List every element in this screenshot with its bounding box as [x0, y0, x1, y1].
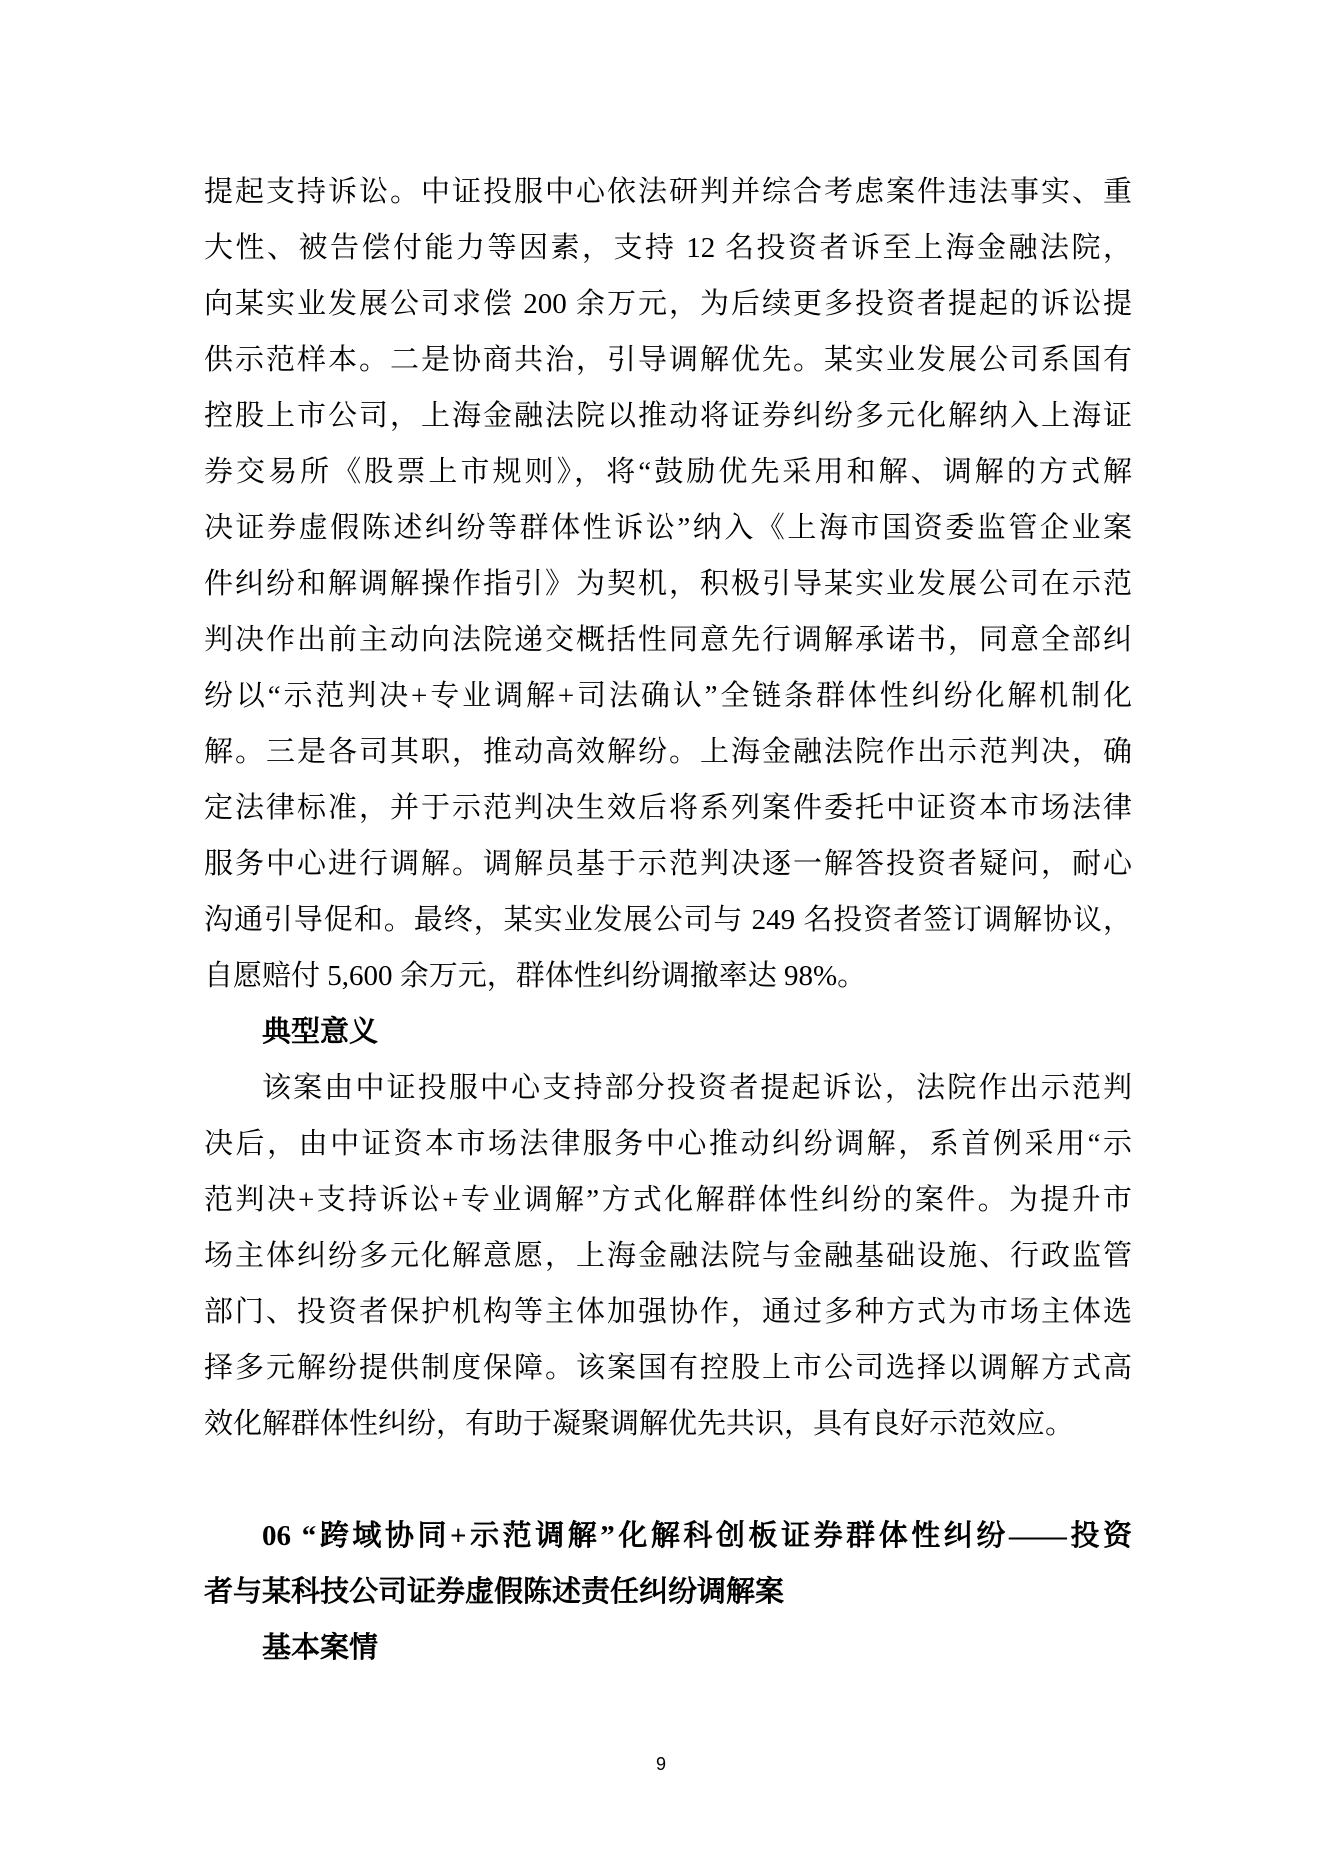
paragraph-line: 服务中心进行调解。调解员基于示范判决逐一解答投资者疑问，耐心 — [204, 848, 1132, 880]
case-title-line: 06 “跨域协同+示范调解”化解科创板证券群体性纠纷——投资 — [262, 1520, 1132, 1552]
spacer — [204, 1452, 1132, 1508]
paragraph-line: 提起支持诉讼。中证投服中心依法研判并综合考虑案件违法事实、重 — [204, 176, 1132, 208]
paragraph-typical-significance — [204, 1060, 1132, 1452]
document-body — [204, 164, 1132, 1676]
paragraph-line: 券交易所《股票上市规则》，将“鼓励优先采用和解、调解的方式解 — [204, 456, 1132, 488]
paragraph-line: 供示范样本。二是协商共治，引导调解优先。某实业发展公司系国有 — [204, 344, 1132, 376]
section-heading-basic-facts: 基本案情 — [262, 1632, 379, 1664]
paragraph-line: 向某实业发展公司求偿 200 余万元，为后续更多投资者提起的诉讼提 — [204, 288, 1132, 320]
paragraph-line: 大性、被告偿付能力等因素，支持 12 名投资者诉至上海金融法院， — [204, 232, 1132, 264]
paragraph-line: 件纠纷和解调解操作指引》为契机，积极引导某实业发展公司在示范 — [204, 568, 1132, 600]
paragraph-line: 控股上市公司，上海金融法院以推动将证券纠纷多元化解纳入上海证 — [204, 400, 1132, 432]
paragraph-line: 沟通引导促和。最终，某实业发展公司与 249 名投资者签订调解协议， — [204, 904, 1132, 936]
paragraph-line: 纷以“示范判决+专业调解+司法确认”全链条群体性纠纷化解机制化 — [204, 680, 1132, 712]
section-heading-typical-significance: 典型意义 — [262, 1016, 379, 1048]
paragraph-line: 定法律标准，并于示范判决生效后将系列案件委托中证资本市场法律 — [204, 792, 1132, 824]
paragraph-line: 部门、投资者保护机构等主体加强协作，通过多种方式为市场主体选 — [204, 1296, 1132, 1328]
case-title-line: 者与某科技公司证券虚假陈述责任纠纷调解案 — [204, 1576, 785, 1608]
page-number: 9 — [655, 1754, 666, 1774]
paragraph-line: 场主体纠纷多元化解意愿，上海金融法院与金融基础设施、行政监管 — [204, 1240, 1132, 1272]
paragraph-line: 判决作出前主动向法院递交概括性同意先行调解承诺书，同意全部纠 — [204, 624, 1132, 656]
paragraph-line: 自愿赔付 5,600 余万元，群体性纠纷调撤率达 98%。 — [204, 960, 867, 992]
paragraph-line: 范判决+支持诉讼+专业调解”方式化解群体性纠纷的案件。为提升市 — [204, 1184, 1132, 1216]
paragraph-line: 解。三是各司其职，推动高效解纷。上海金融法院作出示范判决，确 — [204, 736, 1132, 768]
paragraph-line: 择多元解纷提供制度保障。该案国有控股上市公司选择以调解方式高 — [204, 1352, 1132, 1384]
paragraph-line: 决后，由中证资本市场法律服务中心推动纠纷调解，系首例采用“示 — [204, 1128, 1132, 1160]
paragraph-line: 决证券虚假陈述纠纷等群体性诉讼”纳入《上海市国资委监管企业案 — [204, 512, 1132, 544]
paragraph-line: 效化解群体性纠纷，有助于凝聚调解优先共识，具有良好示范效应。 — [204, 1408, 1075, 1440]
paragraph-line: 该案由中证投服中心支持部分投资者提起诉讼，法院作出示范判 — [262, 1072, 1132, 1104]
case-06-title — [204, 1508, 1132, 1620]
paragraph-case-process — [204, 164, 1132, 1004]
